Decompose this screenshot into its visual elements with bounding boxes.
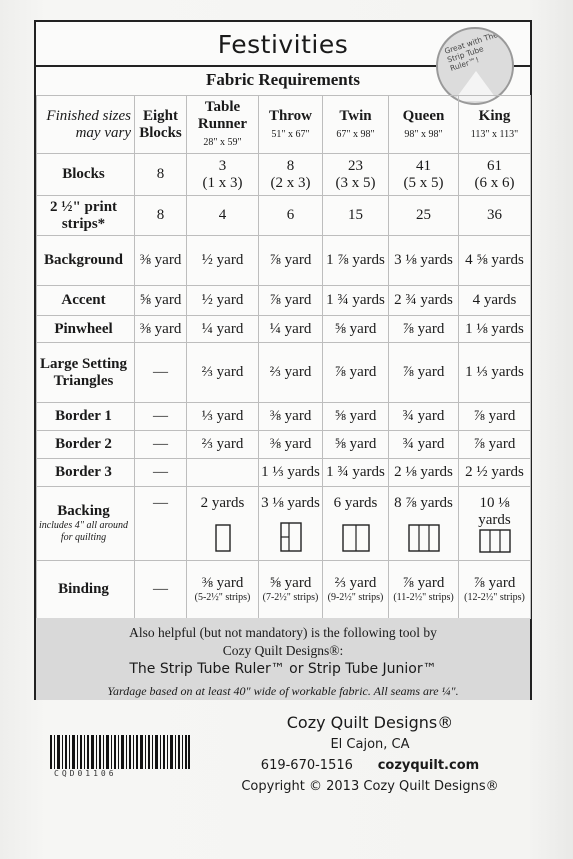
row-label: Large Setting Triangles xyxy=(37,343,135,403)
ruler-names: The Strip Tube Ruler™ or Strip Tube Junior™ xyxy=(129,661,437,677)
col-twin: Twin 67" x 98" xyxy=(323,96,389,154)
table-cell: 1 ¾ yards xyxy=(323,286,389,316)
row-label: Blocks xyxy=(37,154,135,196)
row-label: 2 ½" print strips* xyxy=(37,196,135,236)
table-cell: — xyxy=(135,561,187,619)
table-cell: 4 xyxy=(187,196,259,236)
table-cell: ⅝ yard xyxy=(323,316,389,343)
barcode-icon xyxy=(50,735,190,769)
table-cell: 1 ⅓ yards xyxy=(259,459,323,487)
table-row xyxy=(37,236,531,286)
table-cell: 6 xyxy=(259,196,323,236)
table-cell: 23 (3 x 5) xyxy=(323,154,389,196)
table-cell: 8 ⅞ yards xyxy=(389,487,459,561)
table-row xyxy=(37,431,531,459)
table-cell: ⅜ yard xyxy=(135,316,187,343)
table-cell xyxy=(187,459,259,487)
row-label: Border 2 xyxy=(37,431,135,459)
table-cell: ⅔ yard (9-2½" strips) xyxy=(323,561,389,619)
row-label: Backing includes 4" all around for quilting xyxy=(37,487,135,561)
col-table-runner: Table Runner 28" x 59" xyxy=(187,96,259,154)
fabric-requirements-table xyxy=(36,95,531,619)
table-cell: ⅞ yard xyxy=(459,431,531,459)
table-cell: 10 ⅛ yards xyxy=(459,487,531,561)
table-cell: ⅜ yard xyxy=(135,236,187,286)
table-cell: 2 yards xyxy=(187,487,259,561)
table-cell: ⅜ yard xyxy=(259,431,323,459)
table-cell: 6 yards xyxy=(323,487,389,561)
table-row xyxy=(37,561,531,619)
table-cell: 2 ⅛ yards xyxy=(389,459,459,487)
table-cell: ½ yard xyxy=(187,236,259,286)
table-cell: ⅞ yard xyxy=(459,403,531,431)
table-cell: ⅞ yard (12-2½" strips) xyxy=(459,561,531,619)
website-link[interactable]: cozyquilt.com xyxy=(377,758,480,773)
backing-2-panel-icon xyxy=(342,524,370,552)
table-cell: — xyxy=(135,459,187,487)
table-cell: ⅔ yard xyxy=(187,343,259,403)
fabric-requirements-heading: Fabric Requirements xyxy=(205,70,361,89)
table-cell: ⅝ yard (7-2½" strips) xyxy=(259,561,323,619)
table-cell: 8 (2 x 3) xyxy=(259,154,323,196)
table-cell: ⅜ yard xyxy=(259,403,323,431)
barcode-number: CQD01106 xyxy=(54,769,117,778)
table-cell: 1 ⅞ yards xyxy=(323,236,389,286)
table-cell: — xyxy=(135,343,187,403)
table-row xyxy=(37,154,531,196)
table-cell: 3 ⅛ yards xyxy=(259,487,323,561)
table-cell: 25 xyxy=(389,196,459,236)
table-cell: 8 xyxy=(135,196,187,236)
row-label: Pinwheel xyxy=(37,316,135,343)
pattern-title: Festivities xyxy=(217,30,349,59)
row-label: Accent xyxy=(37,286,135,316)
table-cell: — xyxy=(135,431,187,459)
contact-line xyxy=(240,755,500,776)
size-note: Finished sizes may vary xyxy=(37,96,135,154)
phone-number: 619-670-1516 xyxy=(260,758,353,773)
table-cell: 8 xyxy=(135,154,187,196)
table-cell: ⅞ yard (11-2½" strips) xyxy=(389,561,459,619)
table-row xyxy=(37,487,531,561)
table-cell: ½ yard xyxy=(187,286,259,316)
table-cell: — xyxy=(135,403,187,431)
helpful-line: Also helpful (but not mandatory) is the following tool by xyxy=(129,625,437,640)
table-cell: 4 ⅝ yards xyxy=(459,236,531,286)
col-throw: Throw 51" x 67" xyxy=(259,96,323,154)
table-cell: 41 (5 x 5) xyxy=(389,154,459,196)
table-cell: ⅞ yard xyxy=(323,343,389,403)
col-queen: Queen 98" x 98" xyxy=(389,96,459,154)
table-row xyxy=(37,196,531,236)
table-cell: ⅝ yard xyxy=(323,431,389,459)
row-label: Border 3 xyxy=(37,459,135,487)
table-cell: 3 ⅛ yards xyxy=(389,236,459,286)
row-label: Binding xyxy=(37,561,135,619)
table-cell: ⅜ yard (5-2½" strips) xyxy=(187,561,259,619)
header-row xyxy=(37,96,531,154)
table-row xyxy=(37,286,531,316)
table-cell: ¼ yard xyxy=(259,316,323,343)
table-cell: ⅞ yard xyxy=(259,236,323,286)
table-cell: ⅞ yard xyxy=(389,316,459,343)
table-cell: ⅝ yard xyxy=(135,286,187,316)
company-city: El Cajon, CA xyxy=(330,737,410,752)
col-king: King 113" x 113" xyxy=(459,96,531,154)
table-cell: ⅞ yard xyxy=(389,343,459,403)
table-row xyxy=(37,316,531,343)
helpful-tools-text xyxy=(36,624,530,678)
table-cell: 1 ¾ yards xyxy=(323,459,389,487)
ruler-badge xyxy=(436,27,514,105)
copyright: Copyright © 2013 Cozy Quilt Designs® xyxy=(241,779,499,794)
backing-2-panel-icon xyxy=(280,522,302,552)
helpful-line: Cozy Quilt Designs®: xyxy=(222,643,344,658)
backing-3-panel-icon xyxy=(479,529,511,553)
col-eight-blocks: Eight Blocks xyxy=(135,96,187,154)
table-cell: ⅔ yard xyxy=(259,343,323,403)
company-name: Cozy Quilt Designs® xyxy=(286,713,454,732)
table-row xyxy=(37,459,531,487)
backing-1-panel-icon xyxy=(215,524,231,552)
table-cell: 15 xyxy=(323,196,389,236)
table-cell: 2 ¾ yards xyxy=(389,286,459,316)
table-cell: ¼ yard xyxy=(187,316,259,343)
backing-3-panel-icon xyxy=(408,524,440,552)
table-cell: 36 xyxy=(459,196,531,236)
table-row xyxy=(37,403,531,431)
table-cell: ⅔ yard xyxy=(187,431,259,459)
table-cell: ⅞ yard xyxy=(259,286,323,316)
table-cell: 3 (1 x 3) xyxy=(187,154,259,196)
table-cell: 2 ½ yards xyxy=(459,459,531,487)
yardage-note: Yardage based on at least 40" wide of workable fabric. All seams are ¼". xyxy=(107,684,459,698)
table-cell: — xyxy=(135,487,187,561)
table-cell: ⅓ yard xyxy=(187,403,259,431)
row-label: Border 1 xyxy=(37,403,135,431)
table-cell: 1 ⅓ yards xyxy=(459,343,531,403)
table-cell: 4 yards xyxy=(459,286,531,316)
table-cell: 1 ⅛ yards xyxy=(459,316,531,343)
table-cell: 61 (6 x 6) xyxy=(459,154,531,196)
row-label: Background xyxy=(37,236,135,286)
table-cell: ¾ yard xyxy=(389,403,459,431)
badge-text: Great with The Strip Tube Ruler™! xyxy=(443,30,499,73)
table-cell: ¾ yard xyxy=(389,431,459,459)
table-cell: ⅝ yard xyxy=(323,403,389,431)
publisher-info xyxy=(240,712,500,797)
table-row xyxy=(37,343,531,403)
